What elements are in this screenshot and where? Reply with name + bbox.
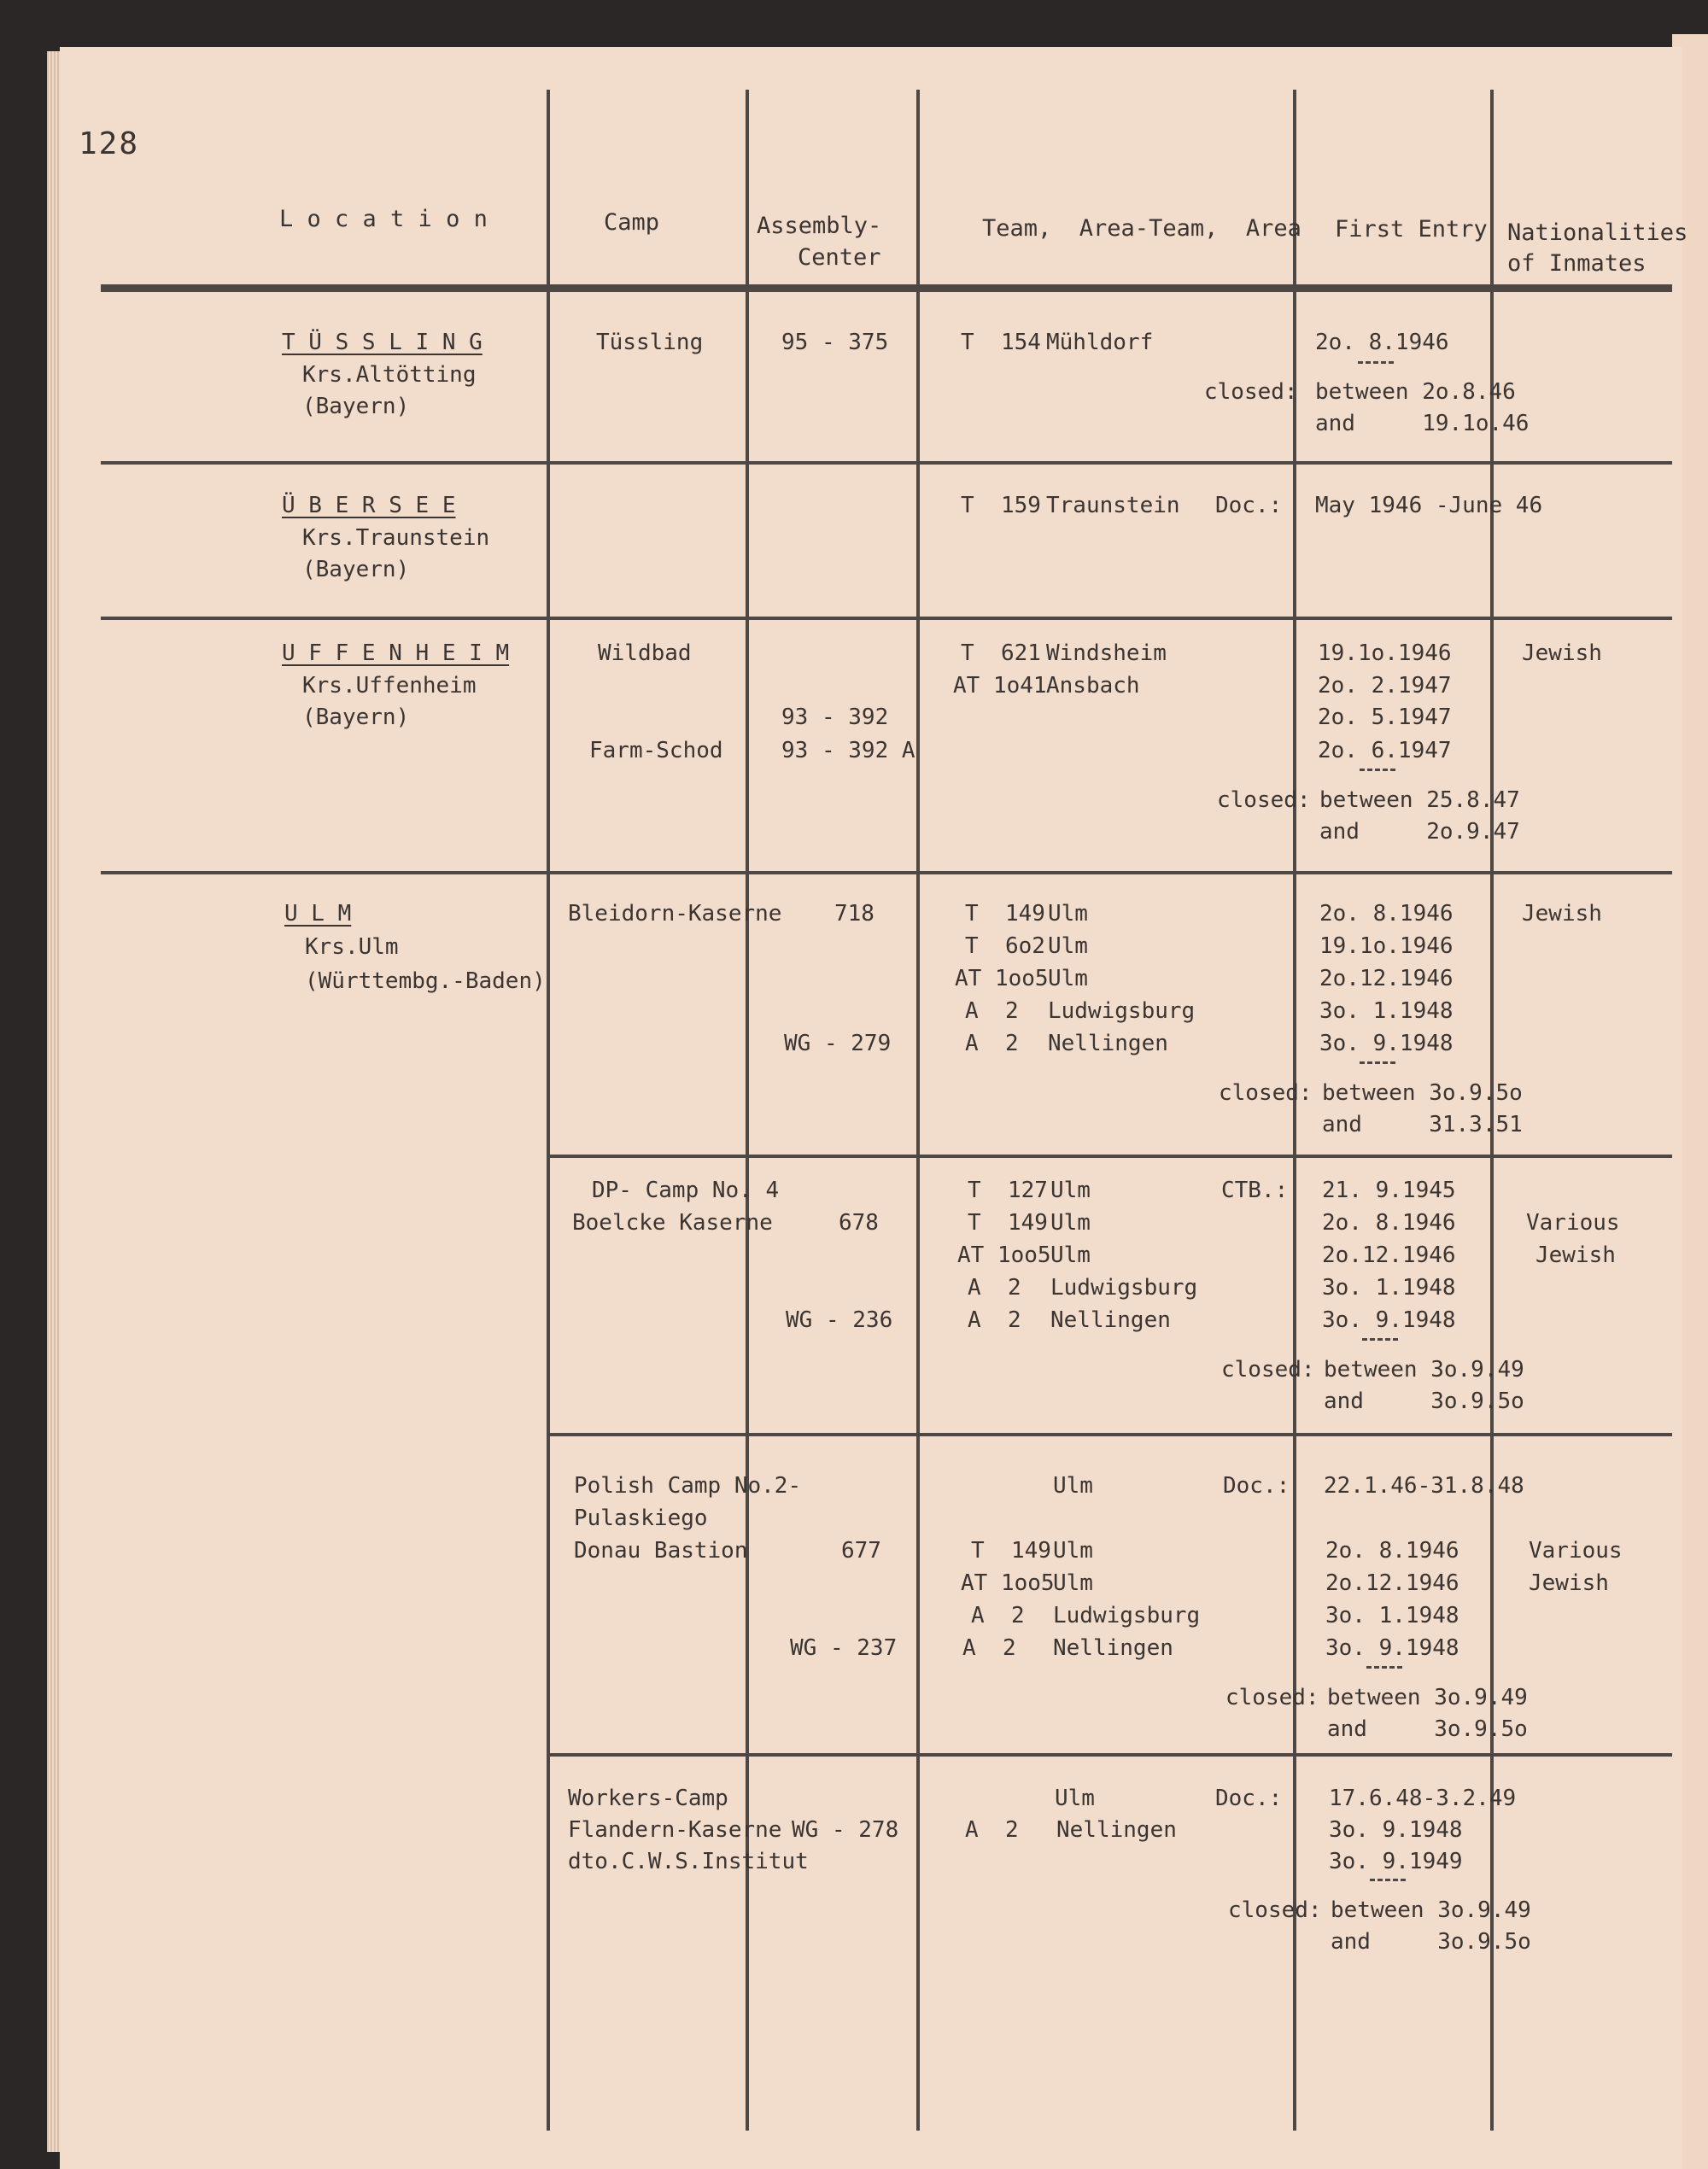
team-area: Ulm bbox=[1048, 901, 1088, 927]
team-area: Ulm bbox=[1050, 1242, 1091, 1268]
team-code: A 2 bbox=[965, 1031, 1019, 1056]
column-rule bbox=[916, 90, 920, 2131]
first-entry: 2o. 5.1947 bbox=[1318, 704, 1452, 730]
closed-label: closed: bbox=[1217, 787, 1311, 813]
first-entry: 19.1o.1946 bbox=[1319, 933, 1454, 959]
entry-underline bbox=[1358, 361, 1394, 364]
entry-underline bbox=[1362, 1338, 1398, 1341]
team-area: Ulm bbox=[1053, 1570, 1093, 1596]
closed-and: and 3o.9.5o bbox=[1324, 1389, 1524, 1414]
first-entry: 2o. 6.1947 bbox=[1318, 738, 1452, 763]
team-code: AT 1oo5 bbox=[961, 1570, 1055, 1596]
team-code: A 2 bbox=[968, 1275, 1021, 1301]
team-area: Nellingen bbox=[1053, 1635, 1173, 1661]
first-entry: 19.1o.1946 bbox=[1318, 640, 1452, 666]
team-area: Ansbach bbox=[1046, 673, 1140, 699]
location-state: (Bayern) bbox=[302, 557, 410, 582]
header-location: L o c a t i o n bbox=[279, 206, 488, 232]
closed-label: closed: bbox=[1228, 1897, 1322, 1923]
team-area: Nellingen bbox=[1056, 1817, 1177, 1843]
team-code: A 2 bbox=[965, 1817, 1019, 1843]
row-rule bbox=[550, 1433, 1672, 1436]
first-entry: 2o. 2.1947 bbox=[1318, 673, 1452, 699]
team-area: Traunstein bbox=[1046, 493, 1180, 518]
team-area: Ulm bbox=[1048, 933, 1088, 959]
page-number: 128 bbox=[79, 126, 140, 161]
doc-label: Doc.: bbox=[1215, 493, 1283, 518]
section-rule bbox=[101, 871, 1672, 874]
header-rule bbox=[101, 284, 1672, 292]
closed-between: between 3o.9.5o bbox=[1322, 1080, 1523, 1106]
closed-label: closed: bbox=[1225, 1685, 1319, 1710]
first-entry: 22.1.46-31.8.48 bbox=[1324, 1473, 1524, 1499]
team-code: T 149 bbox=[971, 1538, 1051, 1564]
assembly-center: 93 - 392 A bbox=[781, 738, 915, 763]
camp-name: Workers-Camp bbox=[568, 1786, 728, 1811]
entry-underline bbox=[1360, 769, 1395, 771]
camp-name: Tüssling bbox=[596, 330, 704, 355]
location-district: Krs.Uffenheim bbox=[302, 673, 477, 699]
ctb-label: CTB.: bbox=[1221, 1178, 1289, 1203]
closed-and: and 19.1o.46 bbox=[1315, 411, 1530, 436]
team-area: Nellingen bbox=[1048, 1031, 1168, 1056]
team-area: Windsheim bbox=[1046, 640, 1167, 666]
assembly-center: WG - 237 bbox=[790, 1635, 898, 1661]
closed-and: and 31.3.51 bbox=[1322, 1112, 1523, 1137]
team-area: Ulm bbox=[1053, 1538, 1093, 1564]
team-area: Ulm bbox=[1055, 1786, 1095, 1811]
team-area: Ludwigsburg bbox=[1050, 1275, 1198, 1301]
column-rule bbox=[547, 90, 550, 2131]
closed-label: closed: bbox=[1204, 379, 1298, 405]
location-name: U L M bbox=[284, 901, 352, 927]
closed-between: between 3o.9.49 bbox=[1327, 1685, 1528, 1710]
assembly-center: WG - 236 bbox=[786, 1307, 893, 1333]
first-entry: May 1946 -June 46 bbox=[1315, 493, 1543, 518]
doc-label: Doc.: bbox=[1223, 1473, 1290, 1499]
doc-label: Doc.: bbox=[1215, 1786, 1283, 1811]
team-code: T 6o2 bbox=[965, 933, 1045, 959]
assembly-center: 95 - 375 bbox=[781, 330, 889, 355]
header-nationalities-line2: of Inmates bbox=[1507, 250, 1647, 277]
location-state: (Württembg.-Baden) bbox=[305, 968, 546, 994]
nationality: Various bbox=[1529, 1538, 1623, 1564]
location-district: Krs.Traunstein bbox=[302, 525, 490, 551]
first-entry: 3o. 1.1948 bbox=[1322, 1275, 1456, 1301]
team-area: Ulm bbox=[1050, 1210, 1091, 1236]
header-first-entry: First Entry bbox=[1335, 216, 1488, 243]
location-district: Krs.Altötting bbox=[302, 362, 477, 388]
entry-underline bbox=[1370, 1879, 1406, 1881]
camp-name: Polish Camp No.2- bbox=[574, 1473, 802, 1499]
assembly-center: 93 - 392 bbox=[781, 704, 889, 730]
first-entry: 17.6.48-3.2.49 bbox=[1329, 1786, 1517, 1811]
closed-label: closed: bbox=[1221, 1357, 1315, 1383]
header-nationalities-line1: Nationalities bbox=[1507, 219, 1688, 246]
location-name: Ü B E R S E E bbox=[282, 493, 456, 518]
closed-and: and 3o.9.5o bbox=[1331, 1929, 1531, 1955]
camp-name: Boelcke Kaserne bbox=[572, 1210, 773, 1236]
team-area: Ludwigsburg bbox=[1053, 1603, 1201, 1628]
closed-between: between 2o.8.46 bbox=[1315, 379, 1516, 405]
team-code: AT 1oo5 bbox=[955, 966, 1049, 991]
team-area: Ludwigsburg bbox=[1048, 998, 1196, 1024]
team-code: T 154 bbox=[961, 330, 1041, 355]
first-entry: 3o. 9.1948 bbox=[1322, 1307, 1456, 1333]
team-area: Mühldorf bbox=[1046, 330, 1154, 355]
nationality: Various bbox=[1526, 1210, 1620, 1236]
entry-underline bbox=[1360, 1061, 1395, 1064]
header-camp: Camp bbox=[604, 209, 660, 236]
nationality: Jewish bbox=[1529, 1570, 1609, 1596]
nationality: Jewish bbox=[1522, 901, 1602, 927]
camp-name: DP- Camp No. 4 bbox=[592, 1178, 780, 1203]
row-rule bbox=[550, 1753, 1672, 1757]
first-entry: 3o. 9.1948 bbox=[1325, 1635, 1459, 1661]
closed-between: between 3o.9.49 bbox=[1331, 1897, 1531, 1923]
first-entry: 2o. 8.1946 bbox=[1322, 1210, 1456, 1236]
section-rule bbox=[101, 461, 1672, 465]
camp-name: Farm-Schod bbox=[589, 738, 723, 763]
team-code: AT 1o41 bbox=[953, 673, 1047, 699]
location-district: Krs.Ulm bbox=[305, 934, 399, 960]
first-entry: 2o. 8.1946 bbox=[1325, 1538, 1459, 1564]
team-code: T 621 bbox=[961, 640, 1041, 666]
assembly-center: WG - 278 bbox=[792, 1817, 899, 1843]
assembly-center: 678 bbox=[839, 1210, 879, 1236]
assembly-center: 677 bbox=[841, 1538, 881, 1564]
first-entry: 2o. 8.1946 bbox=[1315, 330, 1449, 355]
header-assembly-line1: Assembly- bbox=[757, 213, 882, 239]
location-name: T Ü S S L I N G bbox=[282, 330, 483, 355]
first-entry: 3o. 9.1948 bbox=[1319, 1031, 1454, 1056]
team-code: T 149 bbox=[968, 1210, 1048, 1236]
team-area: Ulm bbox=[1053, 1473, 1093, 1499]
camp-name: Wildbad bbox=[598, 640, 692, 666]
team-code: A 2 bbox=[971, 1603, 1025, 1628]
row-rule bbox=[550, 1155, 1672, 1158]
entry-underline bbox=[1366, 1666, 1402, 1669]
team-code: T 149 bbox=[965, 901, 1045, 927]
first-entry: 3o. 1.1948 bbox=[1319, 998, 1454, 1024]
closed-between: between 3o.9.49 bbox=[1324, 1357, 1524, 1383]
section-rule bbox=[101, 617, 1672, 620]
camp-name: Pulaskiego bbox=[574, 1505, 708, 1531]
first-entry: 2o.12.1946 bbox=[1322, 1242, 1456, 1268]
team-code: A 2 bbox=[965, 998, 1019, 1024]
team-code: A 2 bbox=[962, 1635, 1016, 1661]
first-entry: 2o. 8.1946 bbox=[1319, 901, 1454, 927]
team-area: Nellingen bbox=[1050, 1307, 1171, 1333]
camp-name: dto.C.W.S.Institut bbox=[568, 1849, 809, 1874]
first-entry: 3o. 9.1949 bbox=[1329, 1849, 1463, 1874]
closed-and: and 3o.9.5o bbox=[1327, 1716, 1528, 1742]
first-entry: 3o. 9.1948 bbox=[1329, 1817, 1463, 1843]
first-entry: 3o. 1.1948 bbox=[1325, 1603, 1459, 1628]
team-code: AT 1oo5 bbox=[957, 1242, 1051, 1268]
closed-between: between 25.8.47 bbox=[1319, 787, 1520, 813]
location-state: (Bayern) bbox=[302, 394, 410, 419]
header-assembly-line2: Center bbox=[798, 244, 881, 271]
team-area: Ulm bbox=[1048, 966, 1088, 991]
closed-label: closed: bbox=[1219, 1080, 1313, 1106]
assembly-center: WG - 279 bbox=[784, 1031, 892, 1056]
team-code: A 2 bbox=[968, 1307, 1021, 1333]
nationality: Jewish bbox=[1535, 1242, 1616, 1268]
team-area: Ulm bbox=[1050, 1178, 1091, 1203]
first-entry: 2o.12.1946 bbox=[1325, 1570, 1459, 1596]
team-code: T 159 bbox=[961, 493, 1041, 518]
location-state: (Bayern) bbox=[302, 704, 410, 730]
first-entry: 2o.12.1946 bbox=[1319, 966, 1454, 991]
first-entry: 21. 9.1945 bbox=[1322, 1178, 1456, 1203]
team-code: T 127 bbox=[968, 1178, 1048, 1203]
assembly-center: 718 bbox=[834, 901, 874, 927]
camp-name: Donau Bastion bbox=[574, 1538, 748, 1564]
header-team: Team, Area-Team, Area bbox=[982, 215, 1301, 242]
closed-and: and 2o.9.47 bbox=[1319, 819, 1520, 845]
nationality: Jewish bbox=[1522, 640, 1602, 666]
camp-name: Flandern-Kaserne bbox=[568, 1817, 782, 1843]
location-name: U F F E N H E I M bbox=[282, 640, 510, 666]
camp-name: Bleidorn-Kaserne bbox=[568, 901, 782, 927]
